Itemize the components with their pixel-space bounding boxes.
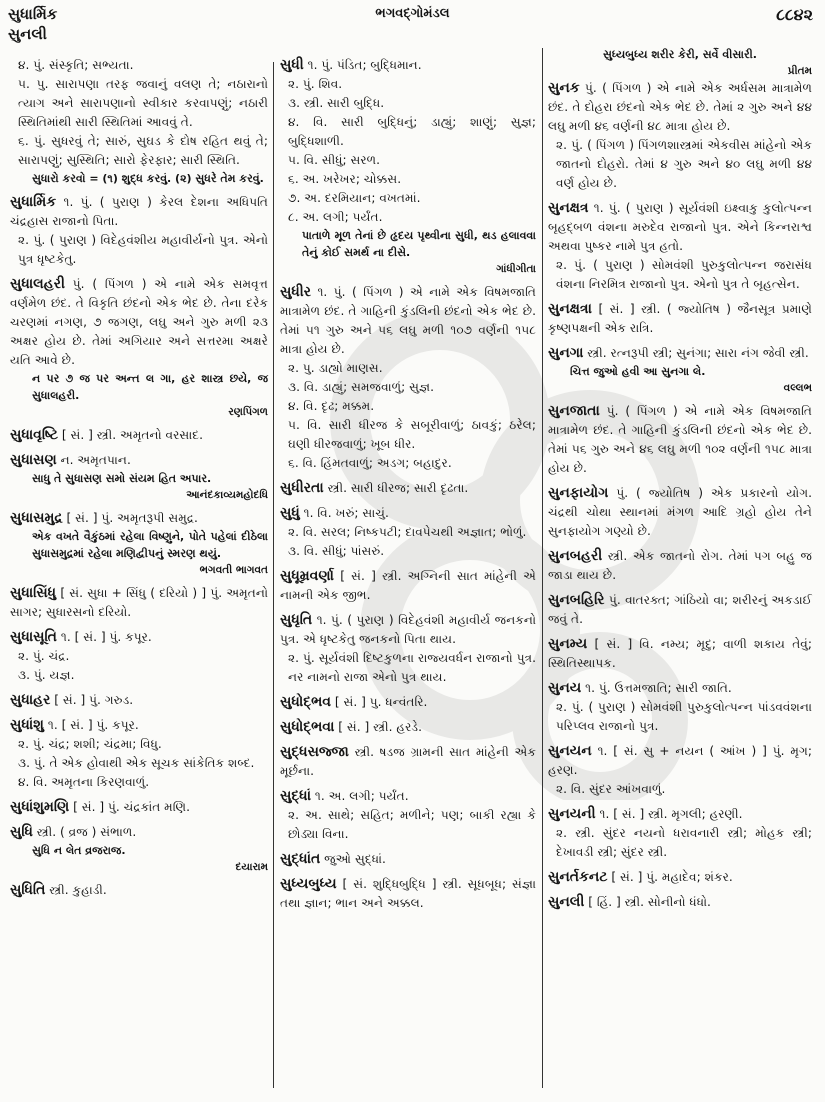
guide-word-last: સુનલી [8, 25, 47, 43]
entry-sense [10, 193, 268, 231]
definition-text: ૬. અ. ખરેખર; ચોક્કસ. [288, 172, 402, 186]
entry-sense [10, 647, 268, 666]
entry-sense [280, 542, 536, 561]
headword: સુનક્ષત્રા [548, 301, 592, 317]
entry-sense [280, 75, 536, 94]
headword: સુધું [280, 505, 300, 521]
definition-text: [ સં. ] પુ. ધન્વંતરિ. [334, 695, 428, 709]
definition-text: [ સં. ] પું. ચંદ્રકાંત મણિ. [73, 800, 191, 814]
entry-sense [548, 698, 812, 736]
definition-text: ૫. પુ. સારાપણા તરફ જવાનું વલણ તે; નઠારાનો ત્યાગ અને સારાપણાનો સ્વીકાર કરવાપણું; નઠારી સ્થિતિમાંથી સારી સ્થિતિમાં આવવું તે. [18, 77, 268, 129]
entry-sense [548, 591, 812, 629]
definition-text: સ્ત્રી. સારી ધીરજ; સારી દૃઢતા. [327, 481, 469, 495]
headword: સુનફાયોગ [548, 485, 609, 501]
dictionary-entry [280, 479, 536, 498]
entry-sense [280, 718, 536, 737]
definition-text: ૧. [ સં. ] પું. કપૂર. [60, 630, 152, 644]
definition-text: [ સં. શુદ્ધિબુદ્ધિ ] સ્ત્રી. સૂધબૂધ; સંજ્ઞા તથા જ્ઞાન; ભાન અને અક્કલ. [280, 877, 536, 910]
definition-text: ૨. વિ. સરલ; નિષ્કપટી; દાવપેચથી અજ્ઞાત; ભોળું. [288, 525, 527, 539]
headword: સુનબહિરિ [548, 592, 605, 608]
definition-text: [ સં. ] સ્ત્રી. ( જ્યોતિષ ) જૈનસૂત્ર પ્રમાણે કૃષ્ણપક્ષની એક રાત્રિ. [548, 302, 813, 335]
dictionary-entry [548, 484, 812, 541]
quote-citation: આનંદકાવ્યમહોદધિ [186, 489, 268, 501]
entry-sense [10, 231, 268, 269]
headword: સુધાવૃષ્ટિ [10, 427, 58, 443]
dictionary-entry [10, 56, 268, 187]
entry-sense [548, 79, 812, 136]
dictionary-entry [280, 567, 536, 605]
definition-text: ૧. [ સં. સુ + નયન ( આંખ ) ] પું. મૃગ; હરણ. [548, 744, 812, 777]
definition-text: ૮. અ. લગી; પર્યંત. [288, 210, 383, 224]
definition-text: ૪. પું. સંસ્કૃતિ; સભ્યતા. [18, 58, 134, 72]
definition-text: ૨. પું. ( પુરાણ ) સોમવંશી પુરુકુલોત્પન્ન પાંડવવંશના પરિપ્લવ રાજાનો પુત્ર. [556, 700, 812, 733]
definition-text: [ સં. સુધા + સિંધુ ( દરિયો ) ] પું. અમૃતનો સાગર; સુધારસનો દરિયો. [10, 586, 268, 619]
dictionary-entry [280, 504, 536, 561]
entry-sense [10, 275, 268, 370]
definition-text: ૧. પું. પંડિત; બુદ્ધિમાન. [307, 58, 422, 72]
headword: સુનયન [548, 743, 592, 759]
definition-text: સ્ત્રી. એક જાતનો રોગ. તેમાં પગ બહુ જ જાડા થાય છે. [548, 549, 812, 582]
definition-text: ૬. પું. સુધરવું તે; સારું, સુઘડ કે દોષ રહિત થવું તે; સારાપણું; સુસ્થિતિ; સારો ફેરફાર; સારી સ્થિતિ. [18, 134, 268, 167]
headword: સુનક [548, 80, 580, 96]
definition-text: ૩. વિ. સીધું; પાંસરું. [288, 544, 385, 558]
dictionary-entry [10, 584, 268, 622]
entry-sense [10, 56, 268, 75]
dictionary-entry [10, 691, 268, 710]
definition-text: ૧. પું. ઉત્તમજાતિ; સારી જાતિ. [585, 681, 732, 695]
dictionary-entry [10, 451, 268, 503]
dictionary-entry [10, 716, 268, 792]
headword: સુનય [548, 680, 582, 696]
entry-sense [548, 824, 812, 862]
entry-sense [280, 479, 536, 498]
column-2 [280, 56, 536, 919]
example-quote: ચિત્ત જુઓ હવી આ સુનગા લે. [570, 365, 706, 378]
entry-sense [548, 402, 812, 478]
entry-sense [10, 735, 268, 754]
definition-text: ન. અમૃતપાન. [60, 453, 131, 467]
definition-text: ૨. પું. ચંદ્ર; શશી; ચંદ્રમા; વિધુ. [18, 737, 162, 751]
headword: સુધોદ્‌ભવા [280, 719, 335, 735]
definition-text: ૧. વિ. ખરું; સાચું. [303, 506, 389, 520]
headword: સુધિ [10, 824, 33, 840]
headword: સુધાસમુદ્ર [10, 510, 63, 526]
dictionary-entry [548, 402, 812, 478]
entry-sense [10, 716, 268, 735]
dictionary-entry [280, 611, 536, 687]
entry-sense [280, 416, 536, 454]
headword: સુનક્ષત્ર [548, 200, 589, 216]
headword: સુધાંશુ [10, 717, 44, 733]
definition-text: ૩. પું. તે એક હોવાથી એક સૂચક સાંકેતિક શબ્દ. [18, 756, 255, 770]
example-quote: એક વખતે વૈકુંઠમાં રહેલા વિષ્ણુને, પોતે પહેલાં દીઠેલા સુધાસમુદ્રમાં રહેલા મણિદ્વીપનું સ્મરણ થયું. [32, 530, 268, 560]
dictionary-entry [548, 344, 812, 396]
entry-sense [280, 567, 536, 605]
dictionary-entry [548, 591, 812, 629]
entry-sense [280, 693, 536, 712]
headword: સુધી [280, 57, 304, 73]
entry-sense [548, 136, 812, 193]
definition-text: ૨. પું. શિવ. [288, 77, 343, 91]
headword: સુધીર [280, 284, 311, 300]
definition-text: ૫. વિ. સીધું; સરળ. [288, 153, 381, 167]
example-quote: સુધારો કરવો = (૧) શુદ્ધ કરવું. (૨) સુધરે તેમ કરવું. [32, 172, 264, 185]
headword: સુનમ્ય [548, 636, 588, 652]
entry-sense [280, 378, 536, 397]
definition-text: ૪. વિ. સારી બુદ્ધિનું; ડાહ્યું; શાણું; સુજ્ઞ; બુદ્ધિશાળી. [288, 115, 536, 148]
dictionary-entry [280, 875, 536, 913]
column-divider-1 [273, 62, 274, 1088]
headword: સુદ્ધાં [280, 788, 311, 804]
entry-sense [280, 170, 536, 189]
quote-citation: રણપિંગળ [228, 406, 268, 418]
dictionary-entry [548, 742, 812, 799]
entry-sense [280, 743, 536, 781]
definition-text: ૨. પું. ચંદ્ર. [18, 649, 70, 663]
entry-sense [280, 523, 536, 542]
dictionary-entry [280, 283, 536, 473]
entry-sense [10, 509, 268, 528]
entry-sense [280, 504, 536, 523]
entry-sense [548, 742, 812, 780]
entry-sense [10, 132, 268, 170]
entry-sense [548, 300, 812, 338]
dictionary-entry [10, 426, 268, 445]
dictionary-entry [548, 199, 812, 294]
entry-sense [548, 199, 812, 256]
definition-text: ૨. પું. ( પુરાણ ) વિદેહવંશીય મહાવીર્યનો પુત્ર. એનો પુત્ર ધૃષ્ટકેતુ. [18, 233, 268, 266]
entry-sense [280, 806, 536, 844]
entry-sense [10, 75, 268, 132]
definition-text: પું. ( પિંગળ ) એ નામે એક સમવૃત્ત વર્ણમેળ છંદ. તે વિકૃતિ છંદનો એક ભેદ છે. તેના દરેક ચરણમાં નગણ, ૭ જગણ, લઘુ અને ગુરુ મળી ૨૩ અક્ષર હોય છે. તેમાં અગિયાર અને સત્તરમા અક્ષરે યતિ આવે છે. [10, 277, 268, 367]
entry-sense [548, 635, 812, 673]
entry-sense [548, 868, 812, 887]
definition-text: ૨. પું. સૂર્યવંશી દિષ્ટકુળના રાજ્યવર્ધન રાજાનો પુત્ર. નર નામનો રાજા એનો પુત્ર થાય. [288, 651, 536, 684]
headword: સુનજાતા [548, 403, 600, 419]
dictionary-entry [280, 56, 536, 277]
headword: સુધાહર [10, 692, 51, 708]
definition-text: ૧. [ સં. ] પું. કપૂર. [47, 718, 139, 732]
definition-text: ૧. પું. ( પિંગળ ) એ નામે એક વિષમજાતિ માત્રામેળ છંદ. તે ગાહિની કુંડલિની છંદનો એક ભેદ છે. તેમાં ૫૧ ગુરુ અને ૫૬ લઘુ મળી ૧૦૭ વર્ણની ૧૫૮ માત્રા હોય છે. [280, 285, 536, 356]
dictionary-entry [10, 881, 268, 900]
definition-text: સ્ત્રી. કુહાડી. [49, 883, 107, 897]
page-number: ૮૮૪૨ [776, 5, 813, 24]
definition-text: [ સં. ] સ્ત્રી. અમૃતનો વરસાદ. [61, 428, 203, 442]
example-quote: ન પર ૭ જ પર અન્ત લ ગા, હર શાસ્ત્ર છયે, જ સુધાલહરી. [32, 372, 268, 402]
example-quote: સુધિ ન લેત વ્રજરાજ. [32, 844, 126, 857]
dictionary-entry [548, 805, 812, 862]
definition-text: ૩. પું. યજ્ઞ. [18, 668, 75, 682]
definition-text: સ્ત્રી. ષડજ ગ્રામની સાત માંહેની એક મૂર્છના. [280, 745, 537, 778]
dictionary-entry [280, 718, 536, 737]
definition-text: ૨. પું. ( પિંગળ ) પિંગળશાસ્ત્રમાં એકવીસ માંહેનો એક જાતનો દોહરો. તેમાં ૪ ગુરુ અને ૪૦ લઘુ મળી ૪૪ વર્ણ હોય છે. [556, 138, 812, 190]
definition-text: [ સં. ] સ્ત્રી. અગ્નિની સાત માંહેની એ નામની એક જીભ. [280, 569, 537, 602]
headword: સુદ્ધસજ્જા [280, 744, 349, 760]
dictionary-entry [548, 79, 812, 193]
definition-text: પું. ( જ્યોતિષ ) એક પ્રકારનો યોગ. ચંદ્રથી ચોથા સ્થાનમાં મંગળ આદિ ગ્રહો હોય તેને સુનફાયોગ ગણ્યો છે. [548, 486, 813, 538]
entry-sense [548, 484, 812, 541]
definition-text: સ્ત્રી. રત્નરૂપી સ્ત્રી; સુનંગા; સારા નંગ જેવી સ્ત્રી. [587, 346, 809, 360]
definition-text: [ સં. ] વિ. નમ્ય; મૃદુ; વાળી શકાય તેવું; સ્થિતિસ્થાપક. [548, 637, 813, 670]
dictionary-entry [10, 823, 268, 875]
dictionary-entry [280, 787, 536, 844]
headword: સુધૂમ્રવર્ણા [280, 568, 334, 584]
headword: સુધાસણ [10, 452, 57, 468]
entry-sense [10, 691, 268, 710]
headword: સુધોદ્‌ભવ [280, 694, 331, 710]
definition-text: ૩. સ્ત્રી. સારી બુદ્ધિ. [288, 96, 385, 110]
dictionary-entry [280, 850, 536, 869]
entry-sense [280, 787, 536, 806]
entry-sense [280, 611, 536, 649]
headword: સુધાસિંધુ [10, 585, 57, 601]
book-title: ભગવદ્‌ગોમંડલ [375, 6, 450, 21]
definition-text: સ્ત્રી. ( વ્રજ ) સંભાળ. [36, 825, 137, 839]
definition-text: ૧. પું. ( પુરાણ ) કેરલ દેશના અધિપતિ ચંદ્રહાસ રાજાનો પિતા. [10, 195, 268, 228]
headword: સુધાલહરી [10, 276, 65, 292]
definition-text: ૨. વિ. સુંદર આંખવાળું. [556, 782, 666, 796]
definition-text: ૧. પું. ( પુરાણ ) વિદેહવંશી મહાવીર્ય જનકનો પુત્ર. એ ધૃષ્ટકેતુ જનકનો પિતા થાય. [280, 613, 537, 646]
definition-text: ૪. વિ. અમૃતના કિરણવાળું. [18, 775, 150, 789]
example-quote: પાતાળે મૂળ તેનાં છે હૃદય પૃથ્વીના સુધી, થડ હલાવવા તેનું કોઈ સમર્થ ના દીસે. [302, 229, 536, 259]
dictionary-entry [548, 679, 812, 736]
dictionary-entry [10, 798, 268, 817]
definition-text: ૨. અ. સાથે; સહિત; મળીને; પણ; બાકી રહ્યા કે છોડ્યા વિના. [288, 808, 536, 841]
dictionary-entry [10, 193, 268, 269]
quote-citation: ભગવતી ભાગવત [199, 564, 268, 576]
column-1 [10, 56, 268, 906]
dictionary-entry [280, 693, 536, 712]
entry-sense [10, 426, 268, 445]
column-3 [548, 46, 812, 918]
entry-sense [280, 189, 536, 208]
entry-sense [280, 454, 536, 473]
entry-sense [10, 666, 268, 685]
dictionary-entry [280, 743, 536, 781]
dictionary-entry [548, 868, 812, 887]
column-divider-2 [542, 48, 543, 1088]
entry-sense [280, 850, 536, 869]
definition-text: ૪. વિ. દૃઢ; મક્કમ. [288, 399, 375, 413]
definition-text: ૨. પુ. ડાહ્યો માણસ. [288, 361, 383, 375]
entry-sense [10, 881, 268, 900]
quote-citation: ગાંધીગીતા [496, 263, 536, 275]
headword: સુધાંશુમણિ [10, 799, 70, 815]
definition-text: [ સં. ] પું. અમૃતરૂપી સમુદ્ર. [66, 511, 198, 525]
definition-text: ૧. [ સં. ] સ્ત્રી. મૃગલી; હરણી. [599, 807, 743, 821]
entry-sense [548, 256, 812, 294]
example-quote: સાધુ તે સુધાસણ સમો સંયમ હિત અપાર. [32, 472, 212, 485]
headword: સુધ્યબુધ્ય [280, 876, 337, 892]
entry-sense [548, 805, 812, 824]
definition-text: જુઓ સુદ્ધાં. [324, 852, 386, 866]
definition-text: પું. ( પિંગળ ) એ નામે એક વિષમજાતિ માત્રામેળ છંદ. તે ગાહિની કુંડલિની છંદનો એક ભેદ છે. તેમાં ૫૬ ગુરુ અને ૪૬ લઘુ મળી ૧૦૨ વર્ણની ૧૫૮ માત્રા હોય છે. [548, 404, 812, 475]
entry-sense [280, 649, 536, 687]
definition-text: પું. વાતરક્ત; ગાંઠિયો વા; શરીરનું અકડાઈ જવું તે. [548, 593, 812, 626]
dictionary-entry [548, 300, 812, 338]
definition-text: ૨. પું. ( પુરાણ ) સોમવંશી પુરુકુલોત્પન્ન જરાસંધ વંશના નિરમિત્ર રાજાનો પુત્ર. એનો પુત્ર તે બૃહત્સેન. [556, 258, 812, 291]
headword: સુધીરતા [280, 480, 324, 496]
entry-sense [280, 875, 536, 913]
entry-sense [548, 547, 812, 585]
definition-text: [ સં. ] સ્ત્રી. હરડે. [338, 720, 422, 734]
headword: સુધિતિ [10, 882, 46, 898]
dictionary-entry [10, 509, 268, 578]
headword: સુનલી [548, 894, 585, 910]
entry-sense [280, 113, 536, 151]
entry-sense [10, 773, 268, 792]
definition-text: [ હિં. ] સ્ત્રી. સોનીનો ધંધો. [588, 895, 711, 909]
entry-sense [548, 679, 812, 698]
entry-sense [280, 151, 536, 170]
headword: સુનર્તકનટ [548, 869, 608, 885]
entry-sense [280, 208, 536, 227]
headword: સુનબહરી [548, 548, 603, 564]
entry-sense [280, 359, 536, 378]
dictionary-entry [548, 547, 812, 585]
headword: સુનયની [548, 806, 596, 822]
definition-text: [ સં. ] પું. મહાદેવ; શંકર. [611, 870, 733, 884]
definition-text: [ સં. ] પું. ગરુડ. [54, 693, 134, 707]
entry-sense [548, 780, 812, 799]
definition-text: પું. ( પિંગળ ) એ નામે એક અર્ધસમ માત્રામેળ છંદ. તે દોહરા છંદનો એક ભેદ છે. તેમાં ૨ ગુરુ અને ૪૪ લઘુ મળી ૪૬ વર્ણની ૪૮ માત્રા હોય છે. [548, 81, 813, 133]
definition-text: ૨. સ્ત્રી. સુંદર નયનો ધરાવનારી સ્ત્રી; મોહક સ્ત્રી; દેખાવડી સ્ત્રી; સુંદર સ્ત્રી. [556, 826, 812, 859]
quote-citation: પ્રીતમ [787, 65, 812, 77]
dictionary-entry [10, 628, 268, 685]
entry-sense [10, 584, 268, 622]
entry-sense [548, 893, 812, 912]
dictionary-entry [10, 275, 268, 420]
dictionary-entry [548, 893, 812, 912]
continued-quote: સુધ્યબુધ્ય શરીર કેરી, સર્વે વીસારી. [603, 48, 757, 61]
headword: સુધાસૂતિ [10, 629, 57, 645]
entry-sense [10, 798, 268, 817]
headword: સુનગા [548, 345, 584, 361]
definition-text: ૭. અ. દરમિયાન; વખતમાં. [288, 191, 421, 205]
headword: સુધાર્મિક [10, 194, 57, 210]
dictionary-entry [548, 635, 812, 673]
definition-text: ૩. વિ. ડાહ્યું; સમજવાળું; સુજ્ઞ. [288, 380, 435, 394]
definition-text: ૧. અ. લગી; પર્યંત. [314, 789, 409, 803]
quote-citation: દયારામ [235, 861, 268, 873]
guide-word-first: સુધાર્મિક [8, 5, 58, 23]
entry-sense [280, 283, 536, 359]
definition-text: ૧. પું. ( પુરાણ ) સૂર્યવંશી ઇક્ષ્વાકુ કુલોત્પન્ન બૃહદ્‌બળ વંશના મરુદેવ રાજાનો પુત્ર. એને કિન્નરાશ્વ અથવા પુષ્કર નામે પુત્ર હતો. [548, 201, 812, 253]
headword: સુધૃતિ [280, 612, 313, 628]
entry-sense [280, 397, 536, 416]
entry-sense [548, 344, 812, 363]
entry-sense [10, 451, 268, 470]
headword: સુદ્ધાંત [280, 851, 321, 867]
entry-sense [280, 94, 536, 113]
entry-sense [10, 823, 268, 842]
definition-text: ૫. વિ. સારી ધીરજ કે સબૂરીવાળું; ઠાવકું; ઠરેલ; ઘણી ધીરજવાળું; ખૂબ ધીર. [288, 418, 536, 451]
entry-sense [280, 56, 536, 75]
definition-text: ૬. વિ. હિંમતવાળું; અડગ; બહાદુર. [288, 456, 452, 470]
entry-sense [10, 754, 268, 773]
entry-sense [10, 628, 268, 647]
page-header [0, 0, 825, 48]
quote-citation: વલ્લભ [783, 382, 812, 394]
